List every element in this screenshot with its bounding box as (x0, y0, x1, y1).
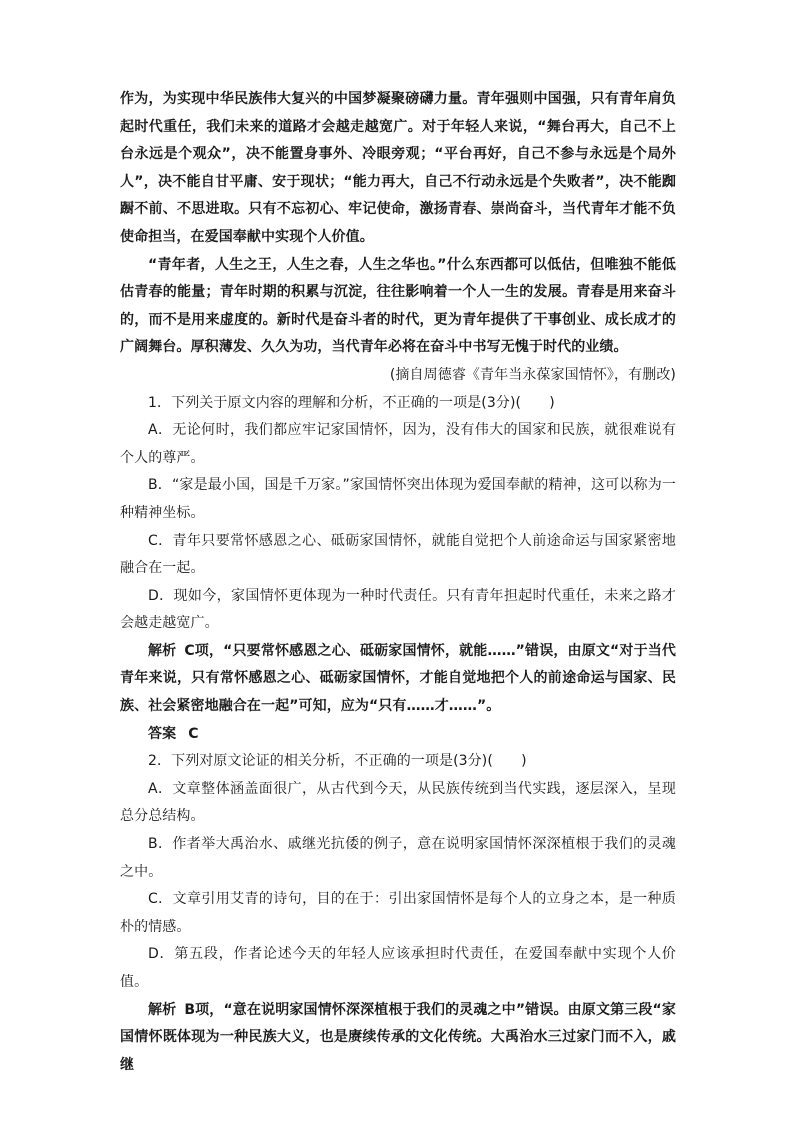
question-1-option-d: D．现如今，家国情怀更体现为一种时代责任。只有青年担起时代重任，未来之路才会越走越宽广。 (120, 587, 676, 632)
question-2-option-d: D．第五段，作者论述今天的年轻人应该承担时代责任，在爱国奉献中实现个人价值。 (120, 946, 676, 990)
question-2-option-b: B．作者举大禹治水、戚继光抗倭的例子，意在说明家国情怀深深植根于我们的灵魂之中。 (120, 836, 676, 880)
question-1-option-a: A．无论何时，我们都应牢记家国情怀，因为，没有伟大的国家和民族，就很难说有个人的尊严。 (120, 422, 676, 466)
question-1-stem: 1．下列关于原文内容的理解和分析，不正确的一项是(3分)( ) (148, 394, 555, 411)
question-2-analysis (120, 997, 676, 1080)
question-1-option-b: B．“家是最小国，国是千万家。”家国情怀突出体现为爱国奉献的精神，这可以称为一种精神坐标。 (120, 477, 676, 521)
question-1-option-c: C．青年只要常怀感恩之心、砥砺家国情怀，就能自觉把个人前途命运与国家紧密地融合在一起。 (120, 532, 676, 577)
passage-paragraph-2: “青年者，人生之王，人生之春，人生之华也。”什么东西都可以低估，但唯独不能低估青春的能量；青年时期的积累与沉淀，往往影响着一个人一生的发展。青春是用来奋斗的，而不是用来虚度的。新时代是奋斗者的时代，更为青年提供了干事创业、成长成才的广阔舞台。厚积薄发、久久为功，当代青年必将在奋斗中书写无愧于时代的业绩。 (120, 256, 676, 356)
question-1-answer (120, 721, 676, 749)
analysis-text: C项，“只要常怀感恩之心、砥砺家国情怀，就能……”错误，由原文“对于当代青年来说，只有常怀感恩之心、砥砺家国情怀，才能自觉地把个人的前途命运与国家、民族、社会紧密地融合在一起”可知，应为“只有……才……”。 (120, 642, 676, 715)
passage-source: (摘自周德睿《青年当永葆家国情怀》，有删改) (389, 366, 676, 383)
analysis-text: B项，“意在说明家国情怀深深植根于我们的灵魂之中”错误。由原文第三段“家国情怀既体现为一种民族大义，也是赓续传承的文化传统。大禹治水三过家门而不入，戚继 (120, 1001, 677, 1073)
passage-paragraph-1: 作为，为实现中华民族伟大复兴的中国梦凝聚磅礴力量。青年强则中国强，只有青年肩负起时代重任，我们未来的道路才会越走越宽广。对于年轻人来说，“舞台再大，自己不上台永远是个观众”，决不能置身事外、冷眼旁观；“平台再好，自己不参与永远是个局外人”，决不能自甘平庸、安于现状；“能力再大，自己不行动永远是个失败者”，决不能踟蹰不前、不思进取。只有不忘初心、牢记使命，激扬青春、崇尚奋斗，当代青年才能不负使命担当，在爱国奉献中实现个人价值。 (120, 91, 676, 245)
question-2-option-c: C．文章引用艾青的诗句，目的在于：引出家国情怀是每个人的立身之本，是一种质朴的情感。 (120, 891, 676, 935)
question-2-stem: 2．下列对原文论证的相关分析，不正确的一项是(3分)( ) (148, 753, 527, 770)
analysis-label: 解析 (148, 1001, 177, 1018)
question-2-option-a: A．文章整体涵盖面很广，从古代到今天，从民族传统到当代实践，逐层深入，呈现总分总结构。 (120, 780, 676, 825)
document-page (120, 86, 676, 1079)
question-1-analysis (120, 638, 676, 721)
answer-label: 答案 (148, 725, 177, 742)
analysis-label: 解析 (148, 642, 177, 659)
answer-value: C (188, 725, 199, 742)
